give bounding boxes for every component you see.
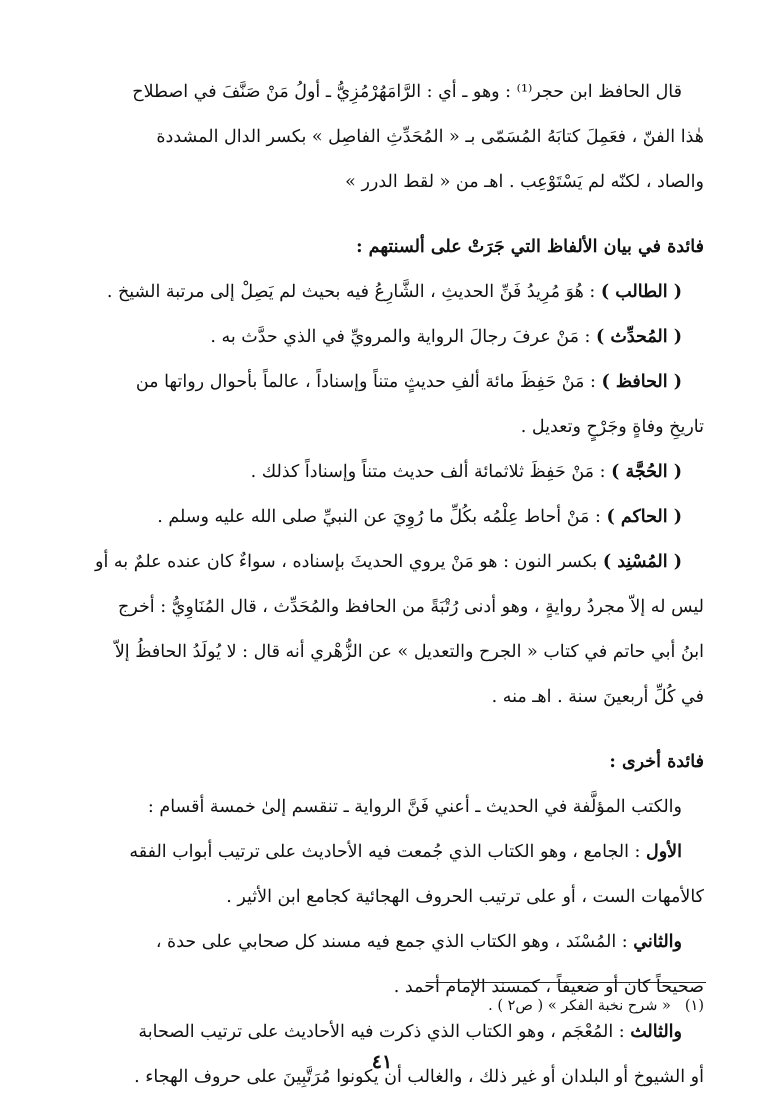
- definition-text: : مَنْ أحاط عِلْمُه بكُلِّ ما رُوِيَ عن النبيِّ صلى الله عليه وسلم .: [157, 507, 607, 527]
- main-text: [62, 70, 704, 1100]
- section-heading: فائدة أخرى :: [609, 752, 704, 772]
- definition-hafiz: [62, 360, 704, 405]
- definition-hujja: [62, 450, 704, 495]
- text-line: ابنُ أبي حاتم في كتاب « الجرح والتعديل » عن الزُّهْري أنه قال : لا يُولَدُ الحافظُ إلاّ: [114, 642, 704, 662]
- term: والثالث: [630, 1022, 682, 1042]
- footnote-number: (١): [684, 998, 704, 1014]
- footnote-text: « شرح نخبة الفكر » ( ص٢ ) .: [488, 998, 671, 1014]
- term: ( المُحدِّث ): [595, 327, 682, 347]
- definition-musnid: [62, 540, 704, 585]
- definition-text: : هُوَ مُرِيدُ فَنِّ الحديثِ ، الشَّارِعُ فيه بحيث لم يَصِلْ إلى مرتبة الشيخ .: [106, 282, 601, 302]
- item-first: [62, 830, 704, 875]
- section-heading: فائدة في بيان الألفاظ التي جَرَتْ على ألسنتهم :: [356, 237, 704, 257]
- item-text: : الجامع ، وهو الكتاب الذي جُمعت فيه الأحاديث على ترتيب أبواب الفقه: [129, 842, 646, 862]
- term: ( الحافظ ): [601, 372, 682, 392]
- footnote-divider: [426, 982, 706, 983]
- text-line: تاريخِ وفاةٍ وجَرْحٍ وتعديل .: [520, 417, 704, 437]
- term: ( الطالب ): [600, 282, 682, 302]
- item-text: : المُسْنَد ، وهو الكتاب الذي جمع فيه مسند كل صحابي على حدة ،: [155, 932, 634, 952]
- text-line: كالأمهات الست ، أو على ترتيب الحروف الهجائية كجامع ابن الأثير .: [226, 887, 704, 907]
- text-line: قال الحافظ ابن حجر⁽¹⁾ : وهو ـ أي : الرَّامَهُرْمُزِيُّ ـ أولُ مَنْ صَنَّفَ في اصطلاح: [132, 82, 682, 102]
- definition-talib: [62, 270, 704, 315]
- footnote: [62, 993, 704, 1019]
- intro-line: والكتب المؤلَّفة في الحديث ـ أعني فَنَّ الرواية ـ تنقسم إلىٰ خمسة أقسام :: [147, 797, 682, 817]
- definition-text: : مَنْ عرفَ رجالَ الرواية والمرويِّ في الذي حدَّث به .: [210, 327, 596, 347]
- definition-list: [62, 270, 704, 720]
- item-text: : المُعْجَم ، وهو الكتاب الذي ذكرت فيه الأحاديث على ترتيب الصحابة: [138, 1022, 631, 1042]
- text-line: صحيحاً كان أو ضعيفاً ، كمسند الإمام أحمد .: [393, 977, 704, 997]
- term: الأول: [645, 842, 682, 862]
- page-number: ٤١: [371, 1051, 393, 1073]
- text-line: ليس له إلاّ مجردُ روايةٍ ، وهو أدنى رُتْبَةً من الحافظ والمُحَدِّث ، قال المُنَاوِيُّ : أخرج: [118, 597, 704, 617]
- term: ( الحُجَّة ): [611, 462, 682, 482]
- term: ( المُسْنِد ): [602, 552, 682, 572]
- definition-text: بكسر النون : هو مَنْ يروي الحديثَ بإسناده ، سواءٌ كان عنده علمٌ به أو: [95, 552, 603, 572]
- term: والثاني: [633, 932, 682, 952]
- text-line: هٰذا الفنّ ، فعَمِلَ كتابَهُ المُسَمّى بـ « المُحَدِّثِ الفاصِل » بكسر الدال المشددة: [156, 127, 704, 147]
- definition-text: : مَنْ حَفِظَ ثلاثمائة ألف حديث متناً وإسناداً كذلك .: [250, 462, 612, 482]
- quote-paragraph: [62, 70, 704, 205]
- definition-muhaddith: [62, 315, 704, 360]
- definition-text: : مَنْ حَفِظَ مائة ألفِ حديثٍ متناً وإسناداً ، عالماً بأحوال رواتها من: [135, 372, 602, 392]
- term: ( الحاكم ): [606, 507, 682, 527]
- item-second: [62, 920, 704, 965]
- text-line: والصاد ، لكنّه لم يَسْتَوْعِب . اهـ من « لقط الدرر »: [345, 172, 704, 192]
- text-line: في كُلِّ أربعينَ سنة . اهـ منه .: [491, 687, 704, 707]
- text-line: أو الشيوخ أو البلدان أو غير ذلك ، والغالب أن يكونوا مُرَتَّبِينَ على حروف الهجاء .: [134, 1067, 704, 1087]
- definition-hakim: [62, 495, 704, 540]
